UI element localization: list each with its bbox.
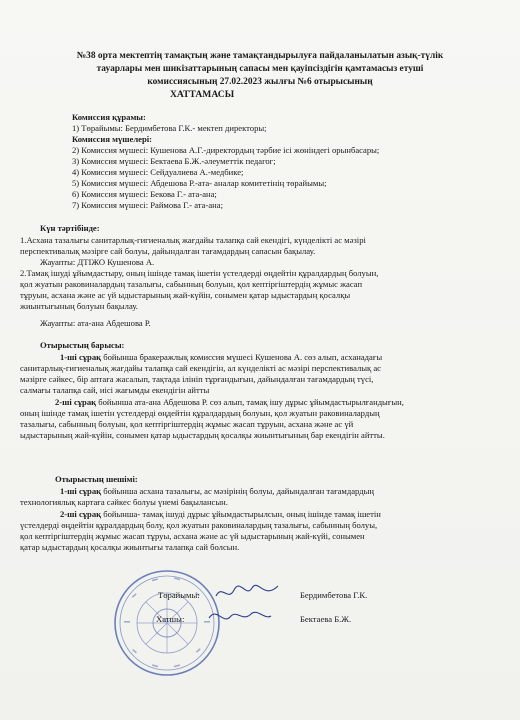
question-text: бойынша бракеражлық комиссия мүшесі Кушенова А. сөз алып, асханадағы	[101, 352, 383, 362]
decision-q1	[60, 486, 374, 497]
chair-label: Төрайымы:	[158, 590, 200, 600]
members-heading: Комиссия мүшелері:	[72, 134, 153, 144]
title-line-2: тауарлары мен шикізаттарының сапасы мен қауіпсіздігін қамтамасыз етуші	[96, 64, 424, 74]
proceedings-line: ыдыстарының жай-күйін, сонымен қатар ыдыстардың қосалқы жиынтығының бар екендігін айтты.	[20, 430, 385, 440]
agenda-line: 2.Тамақ ішуді ұйымдастыру, оның ішінде тамақ ішетін үстелдерді өңдейтін құралдардың болуын,	[20, 268, 379, 278]
question-text: бойынша ата-ана Абдешова Р. сөз алып, тамақ ішу дұрыс ұйымдастырылғандығын,	[96, 397, 404, 407]
member-item: 2) Комиссия мүшесі: Кушенова А.Г.-директордың тәрбие ісі жөніндегі орынбасары;	[72, 145, 380, 155]
proceedings-line: тазалығы, сабынның болуын, қол кептіргіштердің жұмыс жасап тұруын, асхана және ас үй	[20, 419, 354, 429]
proceedings-q1	[60, 352, 382, 363]
member-item: 6) Комиссия мүшесі: Бекова Г.- ата-ана;	[72, 189, 217, 199]
commission-chair: 1) Төрайымы: Бердимбетова Г.К.- мектеп директоры;	[72, 123, 267, 133]
member-item: 3) Комиссия мүшесі: Бектаева Б.Ж.-әлеуметтік педагог;	[72, 156, 276, 166]
decision-q2	[60, 509, 381, 520]
agenda-line: перспективалық мәзірге сай болуы, дайындалған тағамдардың сапасын бақылау.	[20, 246, 316, 256]
proceedings-q2	[55, 397, 404, 408]
agenda-heading: Күн тәртібінде:	[40, 223, 100, 233]
decision-line: технологиялық картаға сәйкес болуы үнемі бақылансын.	[20, 497, 228, 507]
question-label: 1-ші сұрақ	[60, 486, 102, 496]
decision-heading: Отырыстың шешімі:	[55, 474, 138, 484]
title-line-1: №38 орта мектептің тамақтың және тамақтандырылуға пайдаланылатын азық-түлік	[76, 51, 444, 61]
chair-signature	[212, 580, 282, 604]
title-line-4: ХАТТАМАСЫ	[170, 89, 235, 100]
member-item: 7) Комиссия мүшесі: Раймова Г.- ата-ана;	[72, 200, 223, 210]
agenda-line: қол жуатын раковиналардың тазалығы, сабынның болуын, қол кептіргіштердің жұмыс жасап	[20, 279, 363, 289]
title-line-3: комиссиясының 27.02.2023 жылғы №6 отырысының	[147, 77, 373, 87]
question-label: 1-ші сұрақ	[60, 352, 102, 362]
secretary-name: Бектаева Б.Ж.	[300, 614, 352, 624]
question-label: 2-ші сұрақ	[60, 509, 102, 519]
agenda-line: Жауапты: ДТІЖО Кушенова А.	[40, 257, 155, 267]
proceedings-heading: Отырыстың барысы:	[40, 340, 125, 350]
proceedings-line: мәзірге сәйкес, бір аптаға жасалып, тақтада ілініп тұрғандығын, дайындалған тағамдардың түсі,	[20, 374, 374, 384]
secretary-signature	[205, 604, 275, 628]
agenda-line: тұруын, асхана және ас үй ыдыстарының жай-күйін, сонымен қатар ыдыстардың қосалқы	[20, 290, 351, 300]
agenda-line: 1.Асхана тазалығы санитарлық-гигиеналық жағдайы талапқа сай екендігі, күнделікті ас мәзірі	[20, 235, 366, 245]
secretary-label: Хатшы:	[156, 614, 185, 624]
question-text: бойынша- тамақ ішуді дұрыс ұйымдастырылсын, оның ішінде тамақ ішетін	[101, 509, 381, 519]
proceedings-line: оның ішінде тамақ ішетін үстелдерді өңдейтін құралдардың болуын, қол жуатын раковиналардың	[20, 408, 380, 418]
chair-name: Бердимбетова Г.К.	[300, 590, 368, 600]
member-item: 5) Комиссия мүшесі: Абдешова Р.-ата- аналар комитетінің төрайымы;	[72, 178, 327, 188]
agenda-line: Жауапты: ата-ана Абдешова Р.	[40, 318, 151, 328]
member-item: 4) Комиссия мүшесі: Сейдуалиева А.-медбике;	[72, 167, 244, 177]
agenda-line: жиынтығының болуын бақылау.	[20, 301, 138, 311]
proceedings-line: салмағы талапқа сай, иісі жағымды екендігін айтты	[20, 385, 210, 395]
question-text: бойынша асхана тазалығы, ас мәзірінің болуы, дайындалған тағамдардың	[101, 486, 374, 496]
proceedings-line: санитарлық-гигиеналық жағдайы талапқа сай екендігін, ал күнделікті ас мәзірі перспективалық ас	[20, 363, 381, 373]
question-label: 2-ші сұрақ	[55, 397, 97, 407]
decision-line: үстелдерді өңдейтін құралдардың болу, қол жуатын раковиналардың тазалығы, сабынның болуы,	[20, 520, 378, 530]
decision-line: қатар ыдыстардың қосалқы жиынтығы талапқа сай болсын.	[20, 542, 240, 552]
decision-line: қол кептіргіштердің жұмыс жасап тұруы, асхана және ас үй ыдыстарының жай-күйі, сонымен	[20, 531, 365, 541]
commission-heading: Комиссия құрамы:	[72, 112, 146, 122]
